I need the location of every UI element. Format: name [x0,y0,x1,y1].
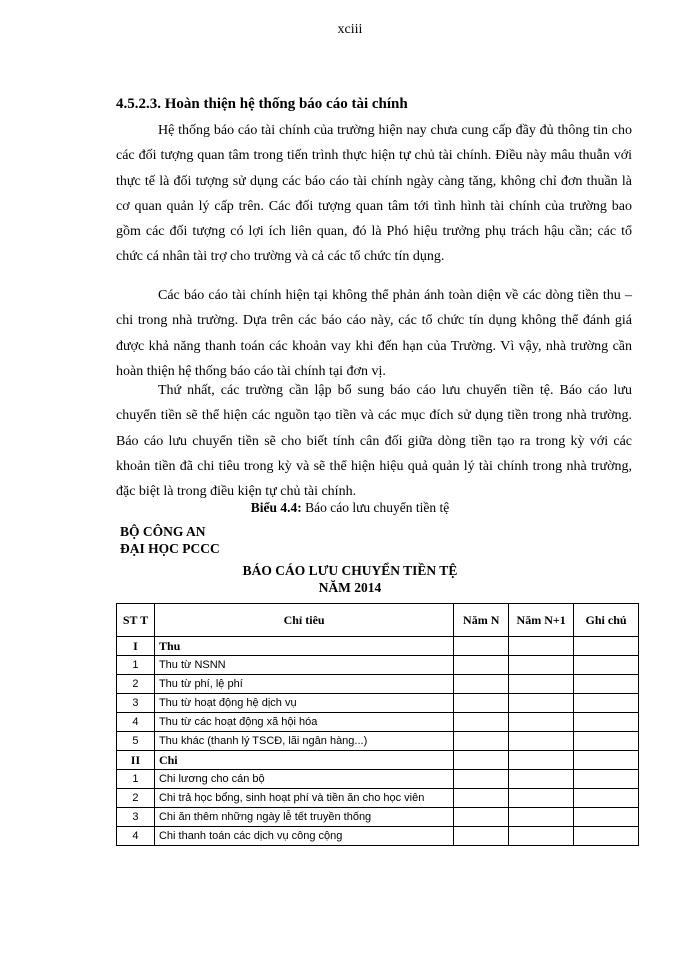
organization-university: ĐẠI HỌC PCCC [120,541,220,556]
page-number: xciii [337,22,363,37]
row-indicator: Thu khác (thanh lý TSCĐ, lãi ngân hàng...) [154,732,453,751]
row-year-n1 [509,789,574,808]
row-stt: 3 [117,694,155,713]
row-indicator: Thu [154,637,453,656]
row-indicator: Thu từ NSNN [154,656,453,675]
section-heading: 4.5.2.3. Hoàn thiện hệ thống báo cáo tài chính [116,96,408,112]
table-row [117,637,639,656]
row-note [574,827,639,846]
row-note [574,808,639,827]
row-year-n [454,751,509,770]
report-title: BÁO CÁO LƯU CHUYỂN TIỀN TỆ [242,563,458,578]
table-row [117,808,639,827]
table-row [117,751,639,770]
paragraph-1 [116,118,632,270]
table-row [117,732,639,751]
row-stt: 5 [117,732,155,751]
table-row [117,770,639,789]
row-stt: II [117,751,155,770]
row-indicator: Chi thanh toán các dịch vụ công cộng [154,827,453,846]
row-indicator: Chi ăn thêm những ngày lễ tết truyền thống [154,808,453,827]
header-stt: ST T [117,604,155,637]
paragraph-3-text: Thứ nhất, các trường cần lập bổ sung báo cáo lưu chuyển tiền tệ. Báo cáo lưu chuyển tiền sẽ thể hiện các nguồn tạo tiền và các mục đích sử dụng tiền trong nhà trường. Báo cáo lưu chuyển tiền sẽ cho biết tính cân đối giữa dòng tiền tạo ra trong kỳ với các khoản tiền đã chi tiêu trong kỳ và sẽ thể hiện hiệu quả quản lý tài chính trong nhà trường, đặc biệt là trong điều kiện tự chủ tài chính. [116,383,632,500]
table-caption [0,500,700,516]
header-note: Ghi chú [574,604,639,637]
row-indicator: Thu từ phí, lệ phí [154,675,453,694]
row-stt: 1 [117,770,155,789]
row-stt: 1 [117,656,155,675]
row-year-n1 [509,732,574,751]
row-year-n1 [509,675,574,694]
row-year-n1 [509,637,574,656]
row-indicator: Chi lương cho cán bộ [154,770,453,789]
row-year-n [454,827,509,846]
row-year-n [454,694,509,713]
row-year-n1 [509,656,574,675]
table-header-row [117,604,639,637]
row-note [574,770,639,789]
row-note [574,732,639,751]
caption-text: Báo cáo lưu chuyển tiền tệ [305,500,450,515]
row-year-n [454,656,509,675]
row-year-n1 [509,694,574,713]
row-year-n [454,808,509,827]
table-row [117,694,639,713]
caption-label: Biểu 4.4: [250,500,302,515]
row-indicator: Thu từ hoạt động hệ dịch vụ [154,694,453,713]
row-stt: 4 [117,713,155,732]
header-indicator: Chỉ tiêu [154,604,453,637]
table-row [117,656,639,675]
table-row [117,675,639,694]
row-note [574,713,639,732]
row-note [574,656,639,675]
table-row [117,789,639,808]
paragraph-3 [116,378,632,504]
row-year-n1 [509,713,574,732]
cash-flow-table [116,603,639,846]
paragraph-2-text: Các báo cáo tài chính hiện tại không thể phản ánh toàn diện về các dòng tiền thu – chi trong nhà trường. Dựa trên các báo cáo này, các tổ chức tín dụng không thể đánh giá được khả năng thanh toán các khoản vay khi đến hạn của Trường. Vì vậy, nhà trường cần hoàn thiện hệ thống báo cáo tài chính tại đơn vị. [116,288,632,379]
paragraph-2 [116,283,632,384]
paragraph-1-text: Hệ thống báo cáo tài chính của trường hiện nay chưa cung cấp đầy đủ thông tin cho các đối tượng quan tâm trong tiến trình thực hiện tự chủ tài chính. Điều này mâu thuẫn với thực tế là đối tượng sử dụng các báo cáo tài chính ngày càng tăng, không chỉ đơn thuần là cơ quan quản lý cấp trên. Các đối tượng quan tâm tới tình hình tài chính của trường bao gồm các đối tượng có lợi ích liên quan, đó là Phó hiệu trưởng phụ trách hậu cần; các tổ chức cá nhân tài trợ cho trường và cả các tổ chức tín dụng. [116,123,632,265]
row-indicator: Thu từ các hoạt động xã hội hóa [154,713,453,732]
row-note [574,789,639,808]
row-year-n1 [509,751,574,770]
table-body [117,637,639,846]
report-title-block [0,562,700,596]
row-year-n [454,732,509,751]
row-year-n [454,637,509,656]
row-stt: 3 [117,808,155,827]
row-stt: 2 [117,789,155,808]
row-year-n1 [509,770,574,789]
row-year-n [454,713,509,732]
report-year: NĂM 2014 [318,580,382,595]
row-stt: 2 [117,675,155,694]
row-year-n1 [509,808,574,827]
row-year-n [454,770,509,789]
table-row [117,827,639,846]
row-stt: I [117,637,155,656]
row-stt: 4 [117,827,155,846]
row-indicator: Chi [154,751,453,770]
header-year-n: Năm N [454,604,509,637]
row-note [574,751,639,770]
organization-ministry: BỘ CÔNG AN [120,524,206,539]
row-year-n [454,675,509,694]
header-year-n1: Năm N+1 [509,604,574,637]
table-row [117,713,639,732]
row-note [574,637,639,656]
row-note [574,675,639,694]
row-year-n1 [509,827,574,846]
row-indicator: Chi trả học bổng, sinh hoạt phí và tiền ăn cho học viên [154,789,453,808]
row-note [574,694,639,713]
row-year-n [454,789,509,808]
